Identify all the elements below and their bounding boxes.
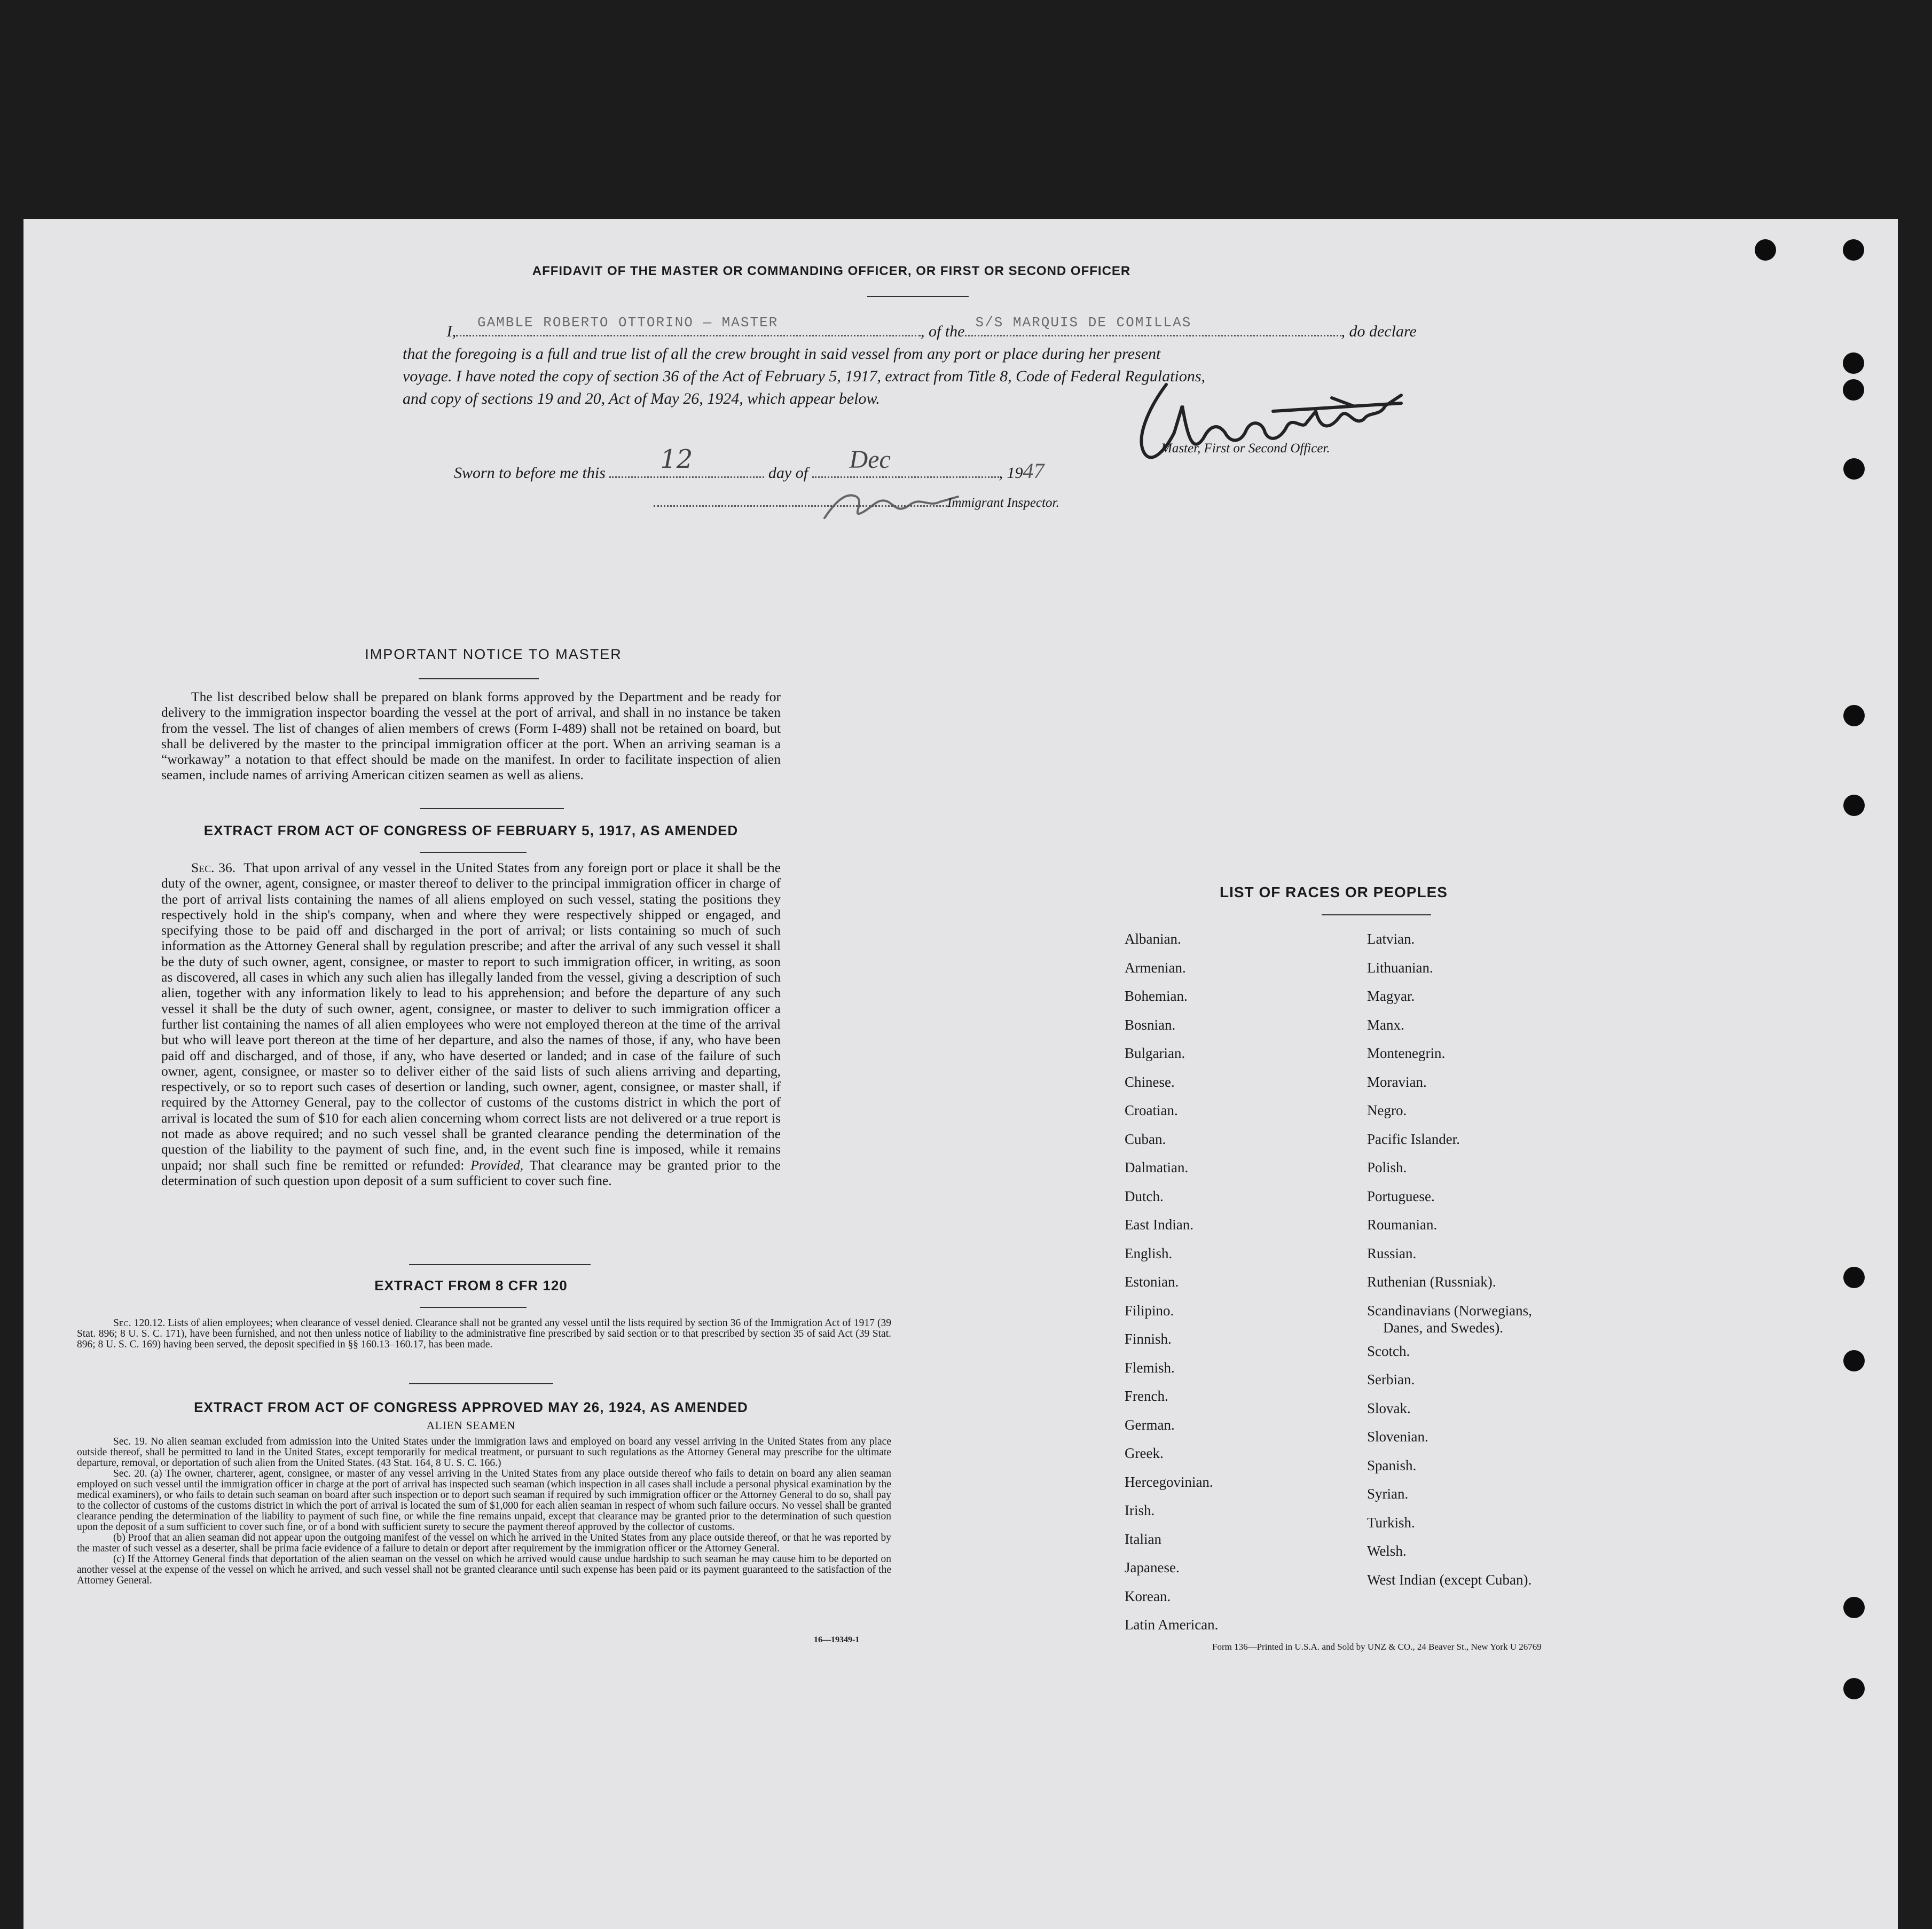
race-item: Pacific Islander. bbox=[1367, 1131, 1460, 1147]
inspector-signature-field bbox=[654, 505, 947, 507]
statement-line-3: voyage. I have noted the copy of section 36 of the Act of February 5, 1917, extract from Title 8, Code of Federal Regulations, bbox=[403, 367, 1206, 385]
race-item: Albanian. bbox=[1125, 931, 1181, 947]
race-item: Roumanian. bbox=[1367, 1217, 1438, 1233]
sworn-line bbox=[454, 444, 1044, 483]
extract-1924-body bbox=[77, 1437, 891, 1586]
race-item: Bulgarian. bbox=[1125, 1045, 1185, 1061]
race-item: Italian bbox=[1125, 1531, 1161, 1547]
race-item: West Indian (except Cuban). bbox=[1367, 1571, 1532, 1588]
race-item: Spanish. bbox=[1367, 1457, 1417, 1473]
of-the-label: , of the bbox=[921, 323, 965, 340]
punch-hole bbox=[1843, 1267, 1865, 1288]
master-signature bbox=[1102, 374, 1476, 481]
punch-hole bbox=[1843, 1678, 1865, 1699]
sworn-label: Sworn to before me this bbox=[454, 464, 606, 482]
race-item: English. bbox=[1125, 1245, 1173, 1261]
cfr-sec-label: Sec. 120.12. bbox=[113, 1318, 166, 1329]
sec-36-text: That upon arrival of any vessel in the United States from any foreign port or place it shall be the duty of the owner, agent, consignee, or master thereof to deliver to the principal immigration officer in charge of the port of arrival lists containing the names of all aliens employed on such vessel, stating the positions they respectively hold in the ship's company, when and where they were respectively shipped or engaged, and specifying those to be paid off and discharged in the port of arrival; or lists containing so much of such information as the Attorney General shall by regulation prescribe; and after the arrival of any such vessel it shall be the duty of such owner, agent, consignee, or master to report to such immigration officer, in writing, as soon as discovered, all cases in which any such alien has illegally landed from the vessel, giving a description of such alien, together with any information likely to lead to his apprehension; and before the departure of any such vessel it shall be the duty of such owner, agent, consignee, or master to deliver to such immigration officer a further list containing the names of all alien employees who were not employed thereon at the time of the arrival but who will leave port thereon at the time of her departure, and also the names of those, if any, who have been paid off and discharged, and of those, if any, who have deserted or landed; and in case of the failure of such owner, agent, consignee, or master so to deliver either of the said lists of such aliens arriving and departing, respectively, or so to report such cases of desertion or landing, such owner, agent, consignee, or master shall, if required by the Attorney General, pay to the collector of customs of the customs district in which the port of arrival is located the sum of $10 for each alien concerning whom correct lists are not delivered or a true report is not made as above required; and no such vessel shall be granted clearance pending the determination of the question of the liability to the payment of such fine, and, in the event such fine is imposed, while it remains unpaid; nor shall such fine be remitted or refunded: bbox=[161, 860, 781, 1173]
race-item: Russian. bbox=[1367, 1245, 1417, 1261]
race-item: Bosnian. bbox=[1125, 1016, 1176, 1033]
race-item: Japanese. bbox=[1125, 1559, 1180, 1575]
document-page bbox=[23, 219, 1898, 1929]
notice-body: The list described below shall be prepared on blank forms approved by the Department and be ready for delivery to the immigration inspector boarding the vessel at the port of arrival, and shall in no instance be taken from the vessel. The list of changes of alien members of crews (Form I-489) shall not be retained on board, but shall be delivered by the master to the principal immigration officer at the port. When an arriving seaman is a “workaway” a notation to that effect should be made on the manifest. In order to facilitate inspection of alien seamen, include names of arriving American citizen seamen as well as aliens. bbox=[161, 689, 781, 783]
punch-hole bbox=[1755, 239, 1776, 261]
cfr-end-rule bbox=[409, 1383, 553, 1384]
punch-hole bbox=[1843, 458, 1865, 480]
race-item: Dalmatian. bbox=[1125, 1159, 1189, 1175]
race-item: Slovenian. bbox=[1367, 1429, 1428, 1445]
alien-seamen-subtitle: ALIEN SEAMEN bbox=[426, 1419, 516, 1432]
races-rule bbox=[1322, 914, 1431, 915]
typed-vessel-name: S/S MARQUIS DE COMILLAS bbox=[975, 315, 1192, 331]
form-code: 16—19349-1 bbox=[814, 1635, 860, 1644]
provided-word: Provided, bbox=[470, 1157, 524, 1173]
race-item: Cuban. bbox=[1125, 1131, 1166, 1147]
race-item: Moravian. bbox=[1367, 1073, 1427, 1090]
cfr-body bbox=[77, 1318, 891, 1350]
statement-line-4: and copy of sections 19 and 20, Act of May 26, 1924, which appear below. bbox=[403, 390, 880, 407]
race-item: Hercegovinian. bbox=[1125, 1473, 1213, 1490]
sworn-year: 47 bbox=[1023, 459, 1044, 483]
race-item: Ruthenian (Russniak). bbox=[1367, 1274, 1496, 1290]
sec-20a-text: Sec. 20. (a) The owner, charterer, agent, consignee, or master of any vessel arriving in the United States from any place outside thereof who fails to detain on board any alien seaman employed on such vessel until the immigration officer in charge at the port of arrival has inspected such seaman (which inspection in all cases shall include a personal physical examination by the medical examiners), or who fails to detain such seaman on board after such inspection or to deport such seaman if required by such immigration officer or the Attorney General to do so, shall pay to the collector of customs of the customs district in which the port of arrival is located the sum of $1,000 for each alien seaman in respect of whom such failure occurs. No vessel shall be granted clearance pending the determination of the liability to payment of such fine, or while the fine remains unpaid, except that clearance may be granted prior to the determination of such question upon the deposit of a sum sufficient to cover such fine, or of a bond with sufficient surety to secure the payment thereof approved by the collector of customs. bbox=[77, 1468, 891, 1533]
race-item: Latin American. bbox=[1125, 1617, 1219, 1633]
race-item: East Indian. bbox=[1125, 1217, 1193, 1233]
race-item: Korean. bbox=[1125, 1588, 1171, 1604]
sec-20b-text: (b) Proof that an alien seaman did not appear upon the outgoing manifest of the vessel on which he arrived in the United States from any place outside thereof, or that he was reported by the master of such vessel as a deserter, shall be prima facie evidence of a failure to detain or deport after requirement by the immigration officer or the Attorney General. bbox=[77, 1532, 891, 1554]
punch-hole bbox=[1843, 705, 1865, 726]
sworn-month-field bbox=[812, 445, 999, 478]
race-item: Welsh. bbox=[1367, 1543, 1407, 1559]
inspector-caption: Immigrant Inspector. bbox=[947, 496, 1059, 510]
statement-line-2: that the foregoing is a full and true list of all the crew brought in said vessel from any port or place during her present bbox=[403, 345, 1161, 363]
title-rule bbox=[867, 296, 969, 297]
race-item: German. bbox=[1125, 1416, 1175, 1433]
notice-title: IMPORTANT NOTICE TO MASTER bbox=[365, 646, 622, 662]
do-declare-label: , do declare bbox=[1341, 323, 1417, 340]
race-item: Bohemian. bbox=[1125, 988, 1188, 1004]
notice-rule bbox=[419, 678, 539, 679]
extract-1924-title: EXTRACT FROM ACT OF CONGRESS APPROVED MAY 26, 1924, AS AMENDED bbox=[194, 1399, 748, 1415]
printer-footer: Form 136—Printed in U.S.A. and Sold by UNZ & CO., 24 Beaver St., New York U 26769 bbox=[1212, 1642, 1542, 1652]
race-item: Dutch. bbox=[1125, 1188, 1164, 1204]
race-item: French. bbox=[1125, 1388, 1168, 1404]
cfr-sec-text: Lists of alien employees; when clearance of vessel denied. Clearance shall not be granted any vessel until the lists required by section 36 of the Immigration Act of 1917 (39 Stat. 896; 8 U. S. C. 171), have been furnished, and not then unless notice of liability to the administrative fine prescribed by said section or to that prescribed by section 35 of said Act (39 Stat. 896; 8 U. S. C. 169) having been served, the deposit specified in §§ 160.13–160.17, has been made. bbox=[77, 1318, 891, 1350]
race-item: Manx. bbox=[1367, 1016, 1404, 1033]
race-item: Latvian. bbox=[1367, 931, 1415, 947]
punch-hole bbox=[1843, 352, 1864, 374]
affidavit-title: AFFIDAVIT OF THE MASTER OR COMMANDING OFFICER, OR FIRST OR SECOND OFFICER bbox=[532, 264, 1131, 278]
master-name-field bbox=[456, 315, 921, 336]
race-item: Irish. bbox=[1125, 1502, 1155, 1518]
day-of-label: day of bbox=[768, 464, 808, 482]
inspector-line bbox=[654, 496, 1059, 511]
race-item: Scotch. bbox=[1367, 1343, 1410, 1359]
punch-hole bbox=[1843, 1597, 1865, 1618]
race-item: Magyar. bbox=[1367, 988, 1415, 1004]
race-item: Finnish. bbox=[1125, 1331, 1172, 1347]
typed-master-name: GAMBLE ROBERTO OTTORINO — MASTER bbox=[477, 315, 779, 331]
punch-hole bbox=[1843, 379, 1864, 401]
sworn-day-field bbox=[609, 444, 764, 478]
race-item: Portuguese. bbox=[1367, 1188, 1435, 1204]
race-item: Flemish. bbox=[1125, 1359, 1175, 1376]
race-item: Serbian. bbox=[1367, 1371, 1415, 1387]
race-item: Croatian. bbox=[1125, 1102, 1178, 1118]
year-prefix: , 19 bbox=[999, 464, 1023, 482]
race-item: Scandinavians (Norwegians, bbox=[1367, 1302, 1532, 1319]
races-column-2 bbox=[1367, 925, 1532, 1594]
punch-hole bbox=[1843, 795, 1865, 816]
extract-1917-rule bbox=[420, 852, 527, 853]
race-item: Danes, and Swedes). bbox=[1383, 1319, 1503, 1336]
race-item: Syrian. bbox=[1367, 1486, 1409, 1502]
race-item: Negro. bbox=[1367, 1102, 1407, 1118]
extract-1917-body bbox=[161, 860, 781, 1188]
notice-end-rule bbox=[420, 808, 564, 809]
cfr-rule bbox=[420, 1307, 527, 1308]
races-column-1 bbox=[1125, 925, 1218, 1640]
race-item: Lithuanian. bbox=[1367, 959, 1433, 976]
master-caption: Master, First or Second Officer. bbox=[1161, 441, 1330, 456]
race-item: Filipino. bbox=[1125, 1302, 1174, 1319]
punch-hole bbox=[1843, 1350, 1865, 1371]
cfr-title: EXTRACT FROM 8 CFR 120 bbox=[374, 1277, 568, 1293]
sworn-day: 12 bbox=[660, 444, 693, 474]
sec-36-text-end: That clearance may be granted prior to the determination of such question upon deposit of a sum sufficient to cover such fine. bbox=[161, 1157, 781, 1188]
race-item: Montenegrin. bbox=[1367, 1045, 1446, 1061]
sec-36-label: Sec. 36. bbox=[191, 860, 236, 875]
sworn-month: Dec bbox=[849, 445, 891, 474]
vessel-name-field bbox=[965, 315, 1341, 336]
sec-19-text: Sec. 19. No alien seaman excluded from admission into the United States under the immigration laws and employed on board any vessel arriving in the United States from any place outside thereof, shall be permitted to land in the United States, except temporarily for medical treatment, or pursuant to such regulations as the Attorney General may prescribe for the ultimate departure, removal, or deportation of such alien from the United States. (43 Stat. 164, 8 U. S. C. 166.) bbox=[77, 1436, 891, 1469]
sec-20c-text: (c) If the Attorney General finds that deportation of the alien seaman on the vessel on which he arrived would cause undue hardship to such seaman he may cause him to be deported on another vessel at the expense of the vessel on which he arrived, and such vessel shall not be granted clearance until such expense has been paid or its payment guaranteed to the satisfaction of the Attorney General. bbox=[77, 1554, 891, 1586]
race-item: Polish. bbox=[1367, 1159, 1407, 1175]
races-title: LIST OF RACES OR PEOPLES bbox=[1220, 884, 1448, 900]
race-item: Armenian. bbox=[1125, 959, 1186, 976]
race-item: Turkish. bbox=[1367, 1514, 1415, 1531]
race-item: Chinese. bbox=[1125, 1073, 1175, 1090]
extract-1917-end-rule bbox=[409, 1264, 591, 1265]
race-item: Estonian. bbox=[1125, 1274, 1179, 1290]
i-label: I, bbox=[446, 323, 456, 340]
race-item: Greek. bbox=[1125, 1445, 1164, 1461]
extract-1917-title: EXTRACT FROM ACT OF CONGRESS OF FEBRUARY 5, 1917, AS AMENDED bbox=[203, 822, 739, 838]
race-item: Slovak. bbox=[1367, 1400, 1411, 1416]
punch-hole bbox=[1843, 239, 1864, 261]
